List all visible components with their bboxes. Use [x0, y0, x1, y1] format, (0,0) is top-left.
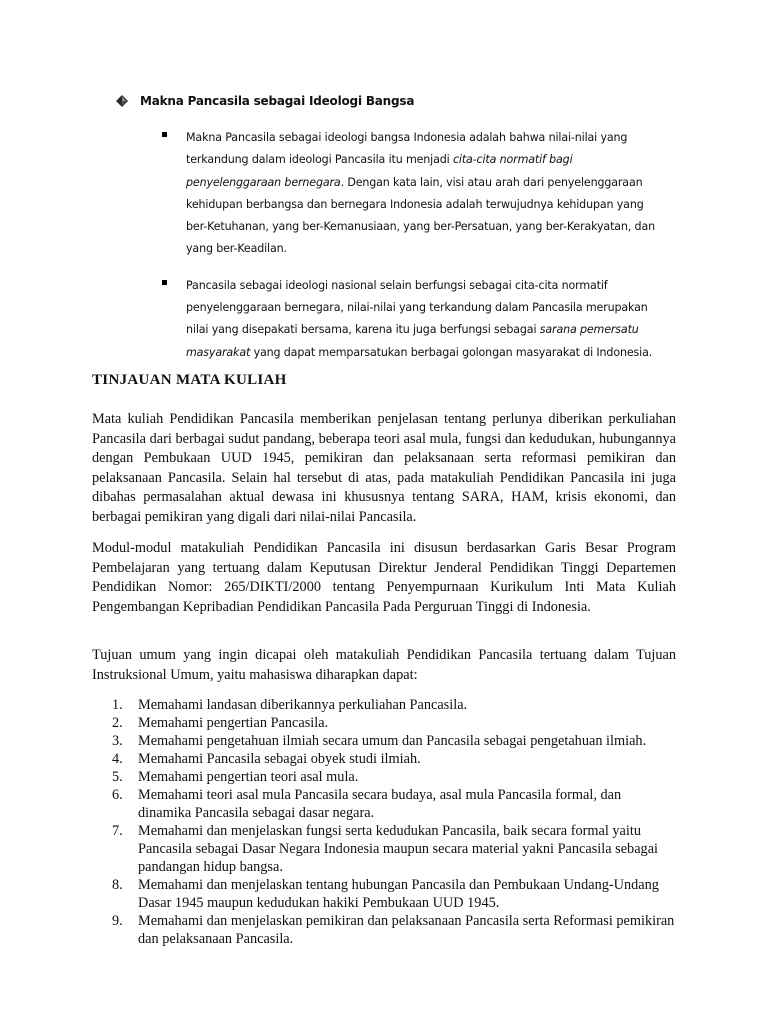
list-item — [92, 768, 676, 786]
item-number: 6. — [112, 787, 123, 803]
list-item — [92, 732, 676, 750]
makna-section — [116, 92, 676, 377]
diamond-bullet-icon — [116, 95, 128, 107]
list-item — [116, 274, 666, 363]
bullet-list — [116, 126, 676, 363]
item-number: 3. — [112, 733, 123, 749]
list-item — [92, 912, 676, 948]
list-item — [92, 822, 676, 876]
list-item — [92, 750, 676, 768]
list-item — [92, 876, 676, 912]
item-text: Memahami dan menjelaskan pemikiran dan pelaksanaan Pancasila serta Reformasi pemikiran dan pelaksanaan Pancasila. — [138, 913, 675, 947]
list-item — [116, 126, 666, 260]
bullet-text: Pancasila sebagai ideologi nasional selain berfungsi sebagai cita-cita normatif penyelenggaraan bernegara, nilai-nilai yang terkandung dalam Pancasila merupakan nilai yang disepakati bersama, karena itu juga berfungsi sebagai sarana pemersatu masyarakat yang dapat memparsatukan berbagai golongan masyarakat di Indonesia. — [186, 278, 653, 359]
item-text: Memahami dan menjelaskan fungsi serta kedudukan Pancasila, baik secara formal yaitu Pancasila sebagai Dasar Negara Indonesia maupun secara material yakni Pancasila sebagai pandangan hidup bangsa. — [138, 823, 659, 875]
section-heading-row — [116, 92, 676, 110]
paragraph: Mata kuliah Pendidikan Pancasila memberikan penjelasan tentang perlunya diberikan perkuliahan Pancasila dari berbagai sudut pandang, beberapa teori asal mula, fungsi dan kedudukan, hubungannya dengan Pembukaan UUD 1945, pemikiran dan pelaksanaan serta reformasi pemikiran dan pelaksanaan Pancasila. Selain hal tersebut di atas, pada matakuliah Pendidikan Pancasila ini juga dibahas permasalahan aktual dewasa ini khususnya tentang SARA, HAM, krisis ekonomi, dan berbagai pemikiran yang digali dari nilai-nilai Pancasila. — [92, 411, 676, 525]
item-text: Memahami pengertian Pancasila. — [138, 715, 329, 731]
item-number: 2. — [112, 715, 123, 731]
objectives-list — [92, 696, 676, 948]
item-text: Memahami pengetahuan ilmiah secara umum dan Pancasila sebagai pengetahuan ilmiah. — [138, 733, 647, 749]
item-text: Memahami teori asal mula Pancasila secara budaya, asal mula Pancasila formal, dan dinamika Pancasila sebagai dasar negara. — [138, 787, 622, 821]
tinjauan-title: TINJAUAN MATA KULIAH — [92, 372, 287, 388]
item-number: 5. — [112, 769, 123, 785]
item-number: 9. — [112, 913, 123, 929]
item-number: 4. — [112, 751, 123, 767]
item-text: Memahami dan menjelaskan tentang hubungan Pancasila dan Pembukaan Undang-Undang Dasar 1945 maupun kedudukan hakiki Pembukaan UUD 1945. — [138, 877, 659, 911]
item-number: 1. — [112, 697, 123, 713]
square-bullet-icon — [162, 280, 167, 285]
paragraph: Tujuan umum yang ingin dicapai oleh matakuliah Pendidikan Pancasila tertuang dalam Tujuan Instruksional Umum, yaitu mahasiswa diharapkan dapat: — [92, 647, 676, 683]
item-text: Memahami pengertian teori asal mula. — [138, 769, 359, 785]
item-number: 8. — [112, 877, 123, 893]
list-item — [92, 696, 676, 714]
section-heading: Makna Pancasila sebagai Ideologi Bangsa — [140, 94, 415, 108]
list-item — [92, 786, 676, 822]
paragraph: Modul-modul matakuliah Pendidikan Pancasila ini disusun berdasarkan Garis Besar Program Pembelajaran yang tertuang dalam Keputusan Direktur Jenderal Pendidikan Tinggi Departemen Pendidikan Nomor: 265/DIKTI/2000 tentang Penyempurnaan Kurikulum Inti Mata Kuliah Pengembangan Kepribadian Pendidikan Pancasila Pada Perguruan Tinggi di Indonesia. — [92, 540, 676, 615]
item-text: Memahami Pancasila sebagai obyek studi ilmiah. — [138, 751, 421, 767]
item-text: Memahami landasan diberikannya perkuliahan Pancasila. — [138, 697, 468, 713]
list-item — [92, 714, 676, 732]
bullet-text: Makna Pancasila sebagai ideologi bangsa Indonesia adalah bahwa nilai-nilai yang terkandung dalam ideologi Pancasila itu menjadi cita-cita normatif bagi penyelenggaraan bernegara. Dengan kata lain, visi atau arah dari penyelenggaraan kehidupan berbangsa dan bernegara Indonesia adalah terwujudnya kehidupan yang ber-Ketuhanan, yang ber-Kemanusiaan, yang ber-Persatuan, yang ber-Kerakyatan, dan yang ber-Keadilan. — [186, 131, 655, 256]
item-number: 7. — [112, 823, 123, 839]
square-bullet-icon — [162, 132, 167, 137]
